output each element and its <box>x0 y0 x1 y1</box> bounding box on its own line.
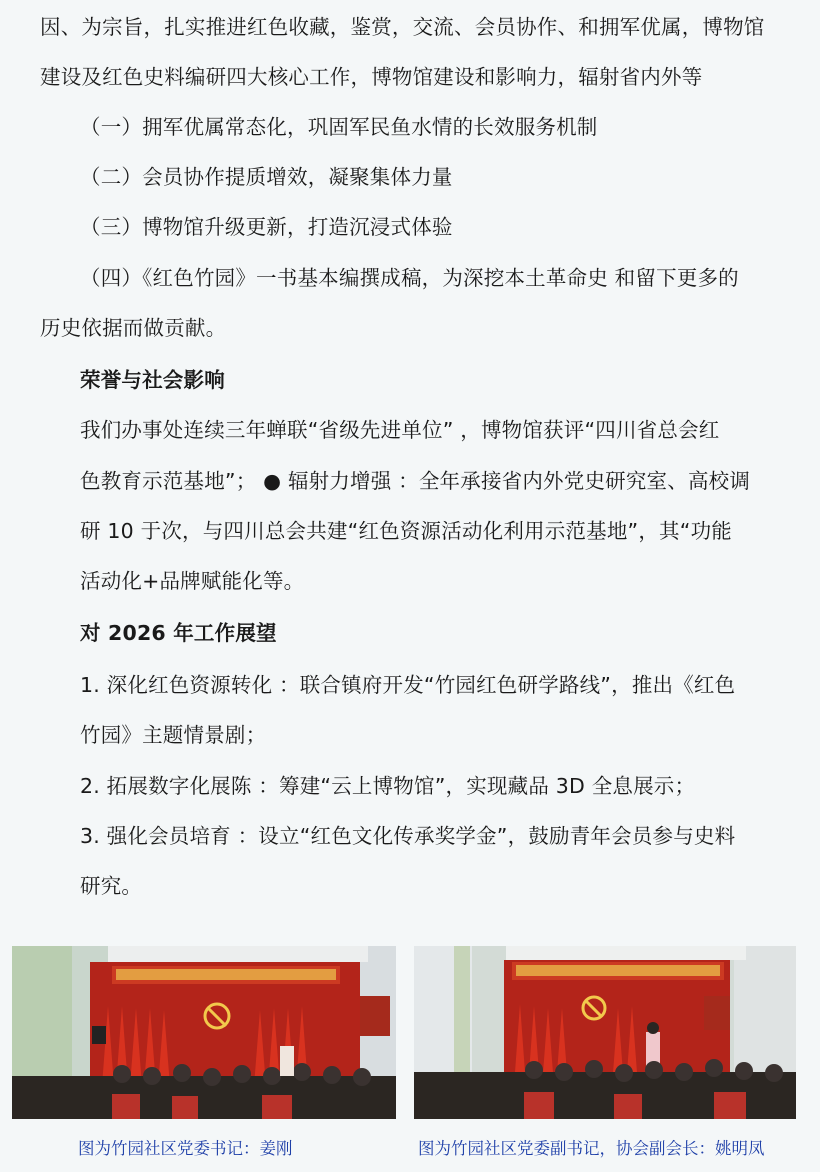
outlook-item-3-line-1: 3. 强化会员培育 ：设立“红色文化传承奖学金”，鼓励青年会员参与史料 <box>80 824 736 848</box>
work-item-4-line-2: 历史依据而做贡献。 <box>40 316 227 340</box>
work-item-1: （一）拥军优属常态化，巩固军民鱼水情的长效服务机制 <box>80 115 598 139</box>
honors-line-1: 我们办事处连续三年蝉联“省级先进单位” ，博物馆获评“四川省总会红 <box>80 418 720 442</box>
outlook-item-3-line-2: 研究。 <box>80 874 143 898</box>
intro-line-2: 建设及红色史料编研四大核心工作，博物馆建设和影响力，辐射省内外等 <box>40 65 703 89</box>
outlook-item-1-line-2: 竹园》主题情景剧； <box>80 723 267 747</box>
caption-left: 图为竹园社区党委书记：姜刚 <box>78 1139 293 1158</box>
intro-line-1: 因、为宗旨，扎实推进红色收藏，鉴赏，交流、会员协作、和拥军优属，博物馆 <box>40 15 765 39</box>
meeting-photo-left <box>12 946 396 1119</box>
outlook-heading: 对 2026 年工作展望 <box>80 621 277 645</box>
outlook-item-1-line-1: 1. 深化红色资源转化 ：联合镇府开发“竹园红色研学路线”，推出《红色 <box>80 673 736 697</box>
honors-line-2: 色教育示范基地”； ● 辐射力增强 ：全年承接省内外党史研究室、高校调 <box>80 469 751 493</box>
caption-right: 图为竹园社区党委副书记，协会副会长：姚明凤 <box>418 1139 765 1158</box>
work-item-2: （二）会员协作提质增效，凝聚集体力量 <box>80 165 453 189</box>
honors-line-4: 活动化+品牌赋能化等。 <box>80 569 305 593</box>
meeting-photo-right <box>414 946 796 1119</box>
outlook-item-2: 2. 拓展数字化展陈 ：筹建“云上博物馆”，实现藏品 3D 全息展示； <box>80 774 696 798</box>
honors-line-3: 研 10 于次，与四川总会共建“红色资源活动化利用示范基地”，其“功能 <box>80 519 732 543</box>
honors-heading: 荣誉与社会影响 <box>80 368 225 392</box>
work-item-4-line-1: （四）《红色竹园》一书基本编撰成稿，为深挖本土革命史 和留下更多的 <box>80 266 739 290</box>
work-item-3: （三）博物馆升级更新，打造沉浸式体验 <box>80 215 453 239</box>
